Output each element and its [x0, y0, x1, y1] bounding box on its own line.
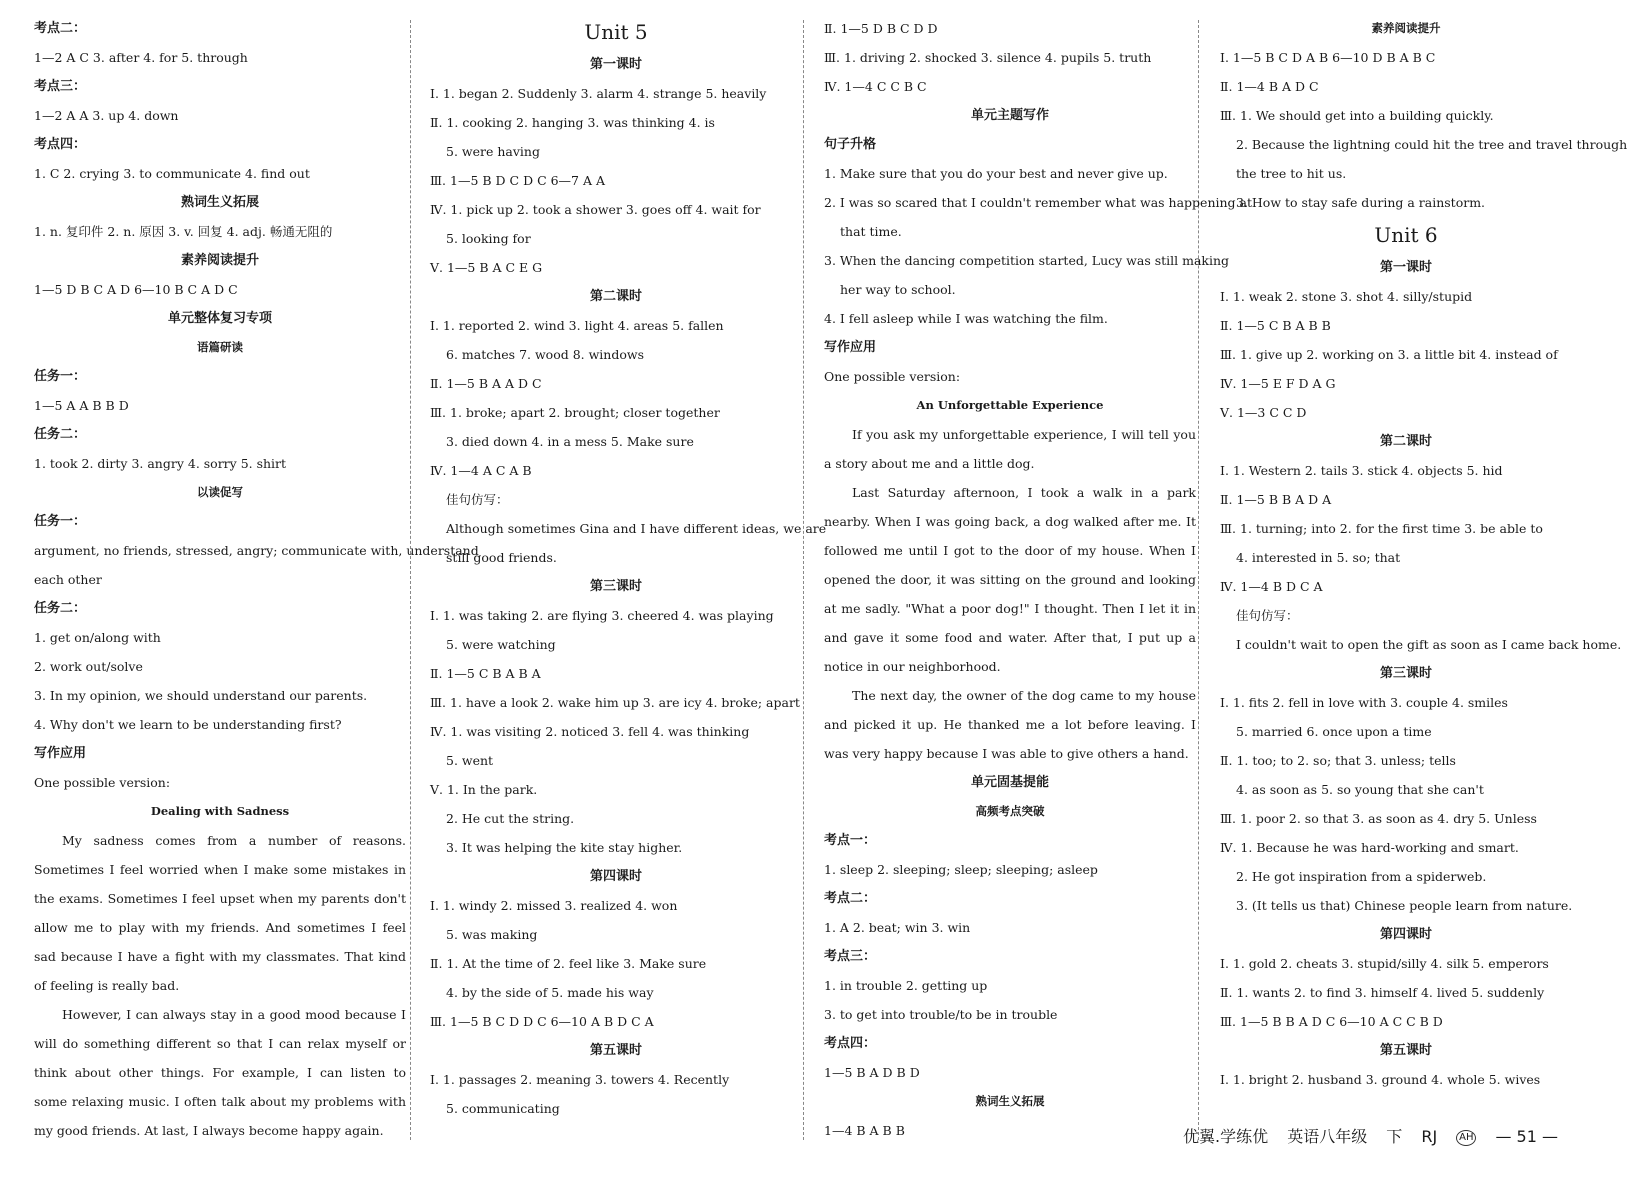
answer-line: Ⅲ. 1. broke; apart 2. brought; closer together: [430, 405, 720, 420]
answer-line: Ⅴ. 1. In the park.: [430, 782, 538, 797]
answer-line-indented: 5. was making: [446, 927, 538, 942]
answer-line: 4. I fell asleep while I was watching the film.: [824, 311, 1108, 326]
answer-line: One possible version:: [34, 775, 171, 790]
answer-line: each other: [34, 572, 102, 587]
answer-line-indented: 2. He cut the string.: [446, 811, 575, 826]
column-divider: [803, 20, 804, 1140]
essay-paragraph: The next day, the owner of the dog came to my house and picked it up. He thanked me a lot before leaving. I was very happy because I was able to give others a hand.: [824, 688, 1196, 761]
answer-line: 1. C 2. crying 3. to communicate 4. find out: [34, 166, 310, 181]
answer-line: Ⅳ. 1. was visiting 2. noticed 3. fell 4. was thinking: [430, 724, 750, 739]
footer-brand: 优翼.学练优: [1183, 1127, 1269, 1146]
page-footer: [1183, 1124, 1572, 1147]
answer-line: Ⅳ. 1—5 E F D A G: [1220, 376, 1336, 391]
answer-line-indented: 5. went: [446, 753, 494, 768]
section-heading: 素养阅读提升: [180, 253, 259, 268]
answer-line-indented: 6. matches 7. wood 8. windows: [446, 347, 644, 362]
answer-column-2: [430, 14, 827, 1123]
answer-line: Ⅰ. 1. passages 2. meaning 3. towers 4. Recently: [430, 1072, 730, 1087]
subsection-label: 任务二：: [34, 427, 87, 442]
answer-line: 1. sleep 2. sleeping; sleep; sleeping; asleep: [824, 862, 1098, 877]
answer-line: Ⅱ. 1. cooking 2. hanging 3. was thinking 4. is: [430, 115, 715, 130]
answer-line: 1. A 2. beat; win 3. win: [824, 920, 971, 935]
subsection-label: 考点三：: [824, 949, 877, 964]
answer-line: Ⅱ. 1—5 C B A B B: [1220, 318, 1331, 333]
section-heading: 第二课时: [1379, 434, 1432, 449]
answer-line-indented: the tree to hit us.: [1236, 166, 1347, 181]
answer-line: Ⅱ. 1—4 B A D C: [1220, 79, 1319, 94]
answer-line: Ⅰ. 1—5 B C D A B 6—10 D B A B C: [1220, 50, 1436, 65]
answer-line: 1. took 2. dirty 3. angry 4. sorry 5. shirt: [34, 456, 287, 471]
section-heading: 单元固基提能: [970, 775, 1049, 790]
subsection-label: 考点一：: [824, 833, 877, 848]
answer-line-indented: her way to school.: [840, 282, 956, 297]
answer-line-indented: that time.: [840, 224, 902, 239]
answer-line-indented: 5. looking for: [446, 231, 531, 246]
subsection-label: 写作应用: [34, 746, 87, 761]
answer-line: Ⅳ. 1—4 A C A B: [430, 463, 532, 478]
section-heading: 熟词生义拓展: [180, 195, 259, 210]
answer-line-indented: still good friends.: [446, 550, 557, 565]
subtitle: 语篇研读: [197, 340, 243, 354]
answer-line: 1. in trouble 2. getting up: [824, 978, 988, 993]
subsection-label: 考点三：: [34, 79, 87, 94]
subsection-label: 考点四：: [824, 1036, 877, 1051]
answer-line: Ⅰ. 1. gold 2. cheats 3. stupid/silly 4. silk 5. emperors: [1220, 956, 1549, 971]
answer-line-indented: 4. as soon as 5. so young that she can't: [1236, 782, 1484, 797]
answer-line: Ⅴ. 1—5 B A C E G: [430, 260, 543, 275]
answer-line: 1—4 B A B B: [824, 1123, 905, 1138]
answer-line: Ⅰ. 1. reported 2. wind 3. light 4. areas 5. fallen: [430, 318, 724, 333]
essay-paragraph: However, I can always stay in a good mood because I will do something different so that I can relax myself or think about other things. For example, I can listen to some relaxing music. I often talk about my problems with my good friends. At last, I always become happy again.: [34, 1007, 406, 1138]
subsection-label: 任务二：: [34, 601, 87, 616]
answer-line: Ⅴ. 1—3 C C D: [1220, 405, 1307, 420]
subsection-label: 考点二：: [34, 21, 87, 36]
section-heading: 第五课时: [589, 1043, 642, 1058]
answer-line-indented: 5. were having: [446, 144, 540, 159]
answer-line: Ⅳ. 1—4 C C B C: [824, 79, 927, 94]
answer-line: 3. to get into trouble/to be in trouble: [824, 1007, 1058, 1022]
answer-line: Ⅲ. 1—5 B D C D C 6—7 A A: [430, 173, 606, 188]
answer-line: 1. get on/along with: [34, 630, 161, 645]
answer-line: 1. n. 复印件 2. n. 原因 3. v. 回复 4. adj. 畅通无阻的: [34, 224, 333, 239]
answer-line: 1—5 B A D B D: [824, 1065, 920, 1080]
answer-line-indented: I couldn't wait to open the gift as soon as I came back home.: [1236, 637, 1622, 652]
answer-line: Ⅰ. 1. bright 2. husband 3. ground 4. whole 5. wives: [1220, 1072, 1541, 1087]
answer-line: 1—5 A A B B D: [34, 398, 129, 413]
subsection-label: 写作应用: [824, 340, 877, 355]
answer-line: Ⅳ. 1. Because he was hard-working and smart.: [1220, 840, 1519, 855]
footer-term: 下: [1386, 1127, 1403, 1146]
answer-line: Ⅰ. 1. windy 2. missed 3. realized 4. won: [430, 898, 678, 913]
column-divider: [410, 20, 411, 1140]
answer-line: Ⅰ. 1. fits 2. fell in love with 3. couple 4. smiles: [1220, 695, 1508, 710]
answer-line: 2. work out/solve: [34, 659, 143, 674]
answer-line-indented: 3. It was helping the kite stay higher.: [446, 840, 683, 855]
answer-line: Ⅲ. 1. give up 2. working on 3. a little bit 4. instead of: [1220, 347, 1558, 362]
answer-line: Ⅰ. 1. was taking 2. are flying 3. cheered 4. was playing: [430, 608, 774, 623]
answer-line: Ⅱ. 1—5 C B A B A: [430, 666, 541, 681]
answer-line: Ⅲ. 1. turning; into 2. for the first time 3. be able to: [1220, 521, 1543, 536]
subtitle: Dealing with Sadness: [150, 804, 290, 818]
subtitle: 以读促写: [197, 485, 243, 499]
answer-line: Ⅲ. 1. We should get into a building quickly.: [1220, 108, 1494, 123]
answer-line: Ⅱ. 1—5 B B A D A: [1220, 492, 1332, 507]
answer-line: Ⅱ. 1. At the time of 2. feel like 3. Make sure: [430, 956, 707, 971]
answer-line: Ⅲ. 1—5 B C D D C 6—10 A B D C A: [430, 1014, 654, 1029]
answer-line-indented: 3. died down 4. in a mess 5. Make sure: [446, 434, 694, 449]
answer-line-indented: 佳句仿写：: [1236, 608, 1299, 623]
answer-line-indented: 4. interested in 5. so; that: [1236, 550, 1401, 565]
subsection-label: 句子升格: [824, 137, 877, 152]
answer-line-indented: 佳句仿写：: [446, 492, 509, 507]
essay-paragraph: My sadness comes from a number of reasons. Sometimes I feel worried when I make some mistakes in the exams. Sometimes I feel upset when my parents don't allow me to play with my friends. And sometimes I feel sad because I have a fight with my classmates. That kind of feeling is really bad.: [34, 833, 406, 993]
subsection-label: 任务一：: [34, 514, 87, 529]
answer-line: Ⅲ. 1—5 B B A D C 6—10 A C C B D: [1220, 1014, 1443, 1029]
section-heading: 第四课时: [589, 869, 642, 884]
footer-badge: AH: [1456, 1130, 1476, 1146]
answer-line-indented: 2. He got inspiration from a spiderweb.: [1236, 869, 1487, 884]
answer-line: argument, no friends, stressed, angry; communicate with, understand: [34, 543, 479, 558]
answer-line: Ⅰ. 1. weak 2. stone 3. shot 4. silly/stupid: [1220, 289, 1473, 304]
answer-line-indented: 3. How to stay safe during a rainstorm.: [1236, 195, 1486, 210]
answer-line: Ⅲ. 1. driving 2. shocked 3. silence 4. pupils 5. truth: [824, 50, 1152, 65]
unit-title: Unit 5: [584, 20, 648, 44]
answer-column-4: [1220, 14, 1627, 1094]
answer-line-indented: 5. married 6. once upon a time: [1236, 724, 1432, 739]
subtitle: 素养阅读提升: [1371, 21, 1441, 35]
answer-line: Ⅱ. 1—5 D B C D D: [824, 21, 938, 36]
subtitle: 熟词生义拓展: [975, 1094, 1045, 1108]
footer-subject: 英语八年级: [1287, 1127, 1368, 1146]
essay-paragraph: Last Saturday afternoon, I took a walk in a park nearby. When I was going back, a dog walked after me. It followed me until I got to the door of my house. When I opened the door, it was sitting on the ground and looking at me sadly. "What a poor dog!" I thought. Then I let it in and gave it some food and water. After that, I put up a notice in our neighborhood.: [824, 485, 1196, 674]
section-heading: 第一课时: [589, 57, 642, 72]
answer-line-indented: 3. (It tells us that) Chinese people learn from nature.: [1236, 898, 1573, 913]
answer-line: Ⅰ. 1. began 2. Suddenly 3. alarm 4. strange 5. heavily: [430, 86, 767, 101]
section-heading: 单元整体复习专项: [167, 311, 272, 326]
subsection-label: 任务一：: [34, 369, 87, 384]
answer-line: 4. Why don't we learn to be understanding first?: [34, 717, 342, 732]
subsection-label: 考点二：: [824, 891, 877, 906]
section-heading: 第五课时: [1379, 1043, 1432, 1058]
answer-line: One possible version:: [824, 369, 961, 384]
answer-line-indented: Although sometimes Gina and I have different ideas, we are: [446, 521, 827, 536]
section-heading: 第一课时: [1379, 260, 1432, 275]
answer-line: Ⅰ. 1. Western 2. tails 3. stick 4. objects 5. hid: [1220, 463, 1503, 478]
answer-line: Ⅲ. 1. poor 2. so that 3. as soon as 4. dry 5. Unless: [1220, 811, 1537, 826]
column-divider: [1198, 20, 1199, 1140]
essay-paragraph: If you ask my unforgettable experience, I will tell you a story about me and a little dog.: [824, 427, 1196, 471]
unit-title: Unit 6: [1374, 223, 1438, 247]
section-heading: 第二课时: [589, 289, 642, 304]
footer-edition: RJ: [1421, 1127, 1438, 1146]
answer-line: Ⅱ. 1—5 B A A D C: [430, 376, 542, 391]
subsection-label: 考点四：: [34, 137, 87, 152]
answer-line-indented: 4. by the side of 5. made his way: [446, 985, 654, 1000]
answer-line: 1. Make sure that you do your best and never give up.: [824, 166, 1168, 181]
answer-line: 2. I was so scared that I couldn't remember what was happening at: [824, 195, 1252, 210]
answer-line: 1—5 D B C A D 6—10 B C A D C: [34, 282, 238, 297]
answer-line-indented: 2. Because the lightning could hit the tree and travel through: [1236, 137, 1627, 152]
answer-line: 1—2 A A 3. up 4. down: [34, 108, 179, 123]
answer-line: Ⅲ. 1. have a look 2. wake him up 3. are icy 4. broke; apart: [430, 695, 800, 710]
section-heading: 第三课时: [589, 579, 642, 594]
answer-line: Ⅳ. 1—4 B D C A: [1220, 579, 1323, 594]
subtitle: 高频考点突破: [975, 804, 1045, 818]
answer-line: Ⅳ. 1. pick up 2. took a shower 3. goes off 4. wait for: [430, 202, 761, 217]
answer-line-indented: 5. communicating: [446, 1101, 560, 1116]
subtitle: An Unforgettable Experience: [916, 398, 1104, 412]
answer-line: Ⅱ. 1. too; to 2. so; that 3. unless; tells: [1220, 753, 1456, 768]
section-heading: 第四课时: [1379, 927, 1432, 942]
answer-line: 1—2 A C 3. after 4. for 5. through: [34, 50, 248, 65]
footer-page-number: — 51 —: [1495, 1127, 1558, 1146]
answer-line: 3. In my opinion, we should understand our parents.: [34, 688, 368, 703]
section-heading: 单元主题写作: [970, 108, 1049, 123]
answer-line-indented: 5. were watching: [446, 637, 556, 652]
section-heading: 第三课时: [1379, 666, 1432, 681]
answer-line: 3. When the dancing competition started, Lucy was still making: [824, 253, 1230, 268]
answer-line: Ⅱ. 1. wants 2. to find 3. himself 4. lived 5. suddenly: [1220, 985, 1545, 1000]
